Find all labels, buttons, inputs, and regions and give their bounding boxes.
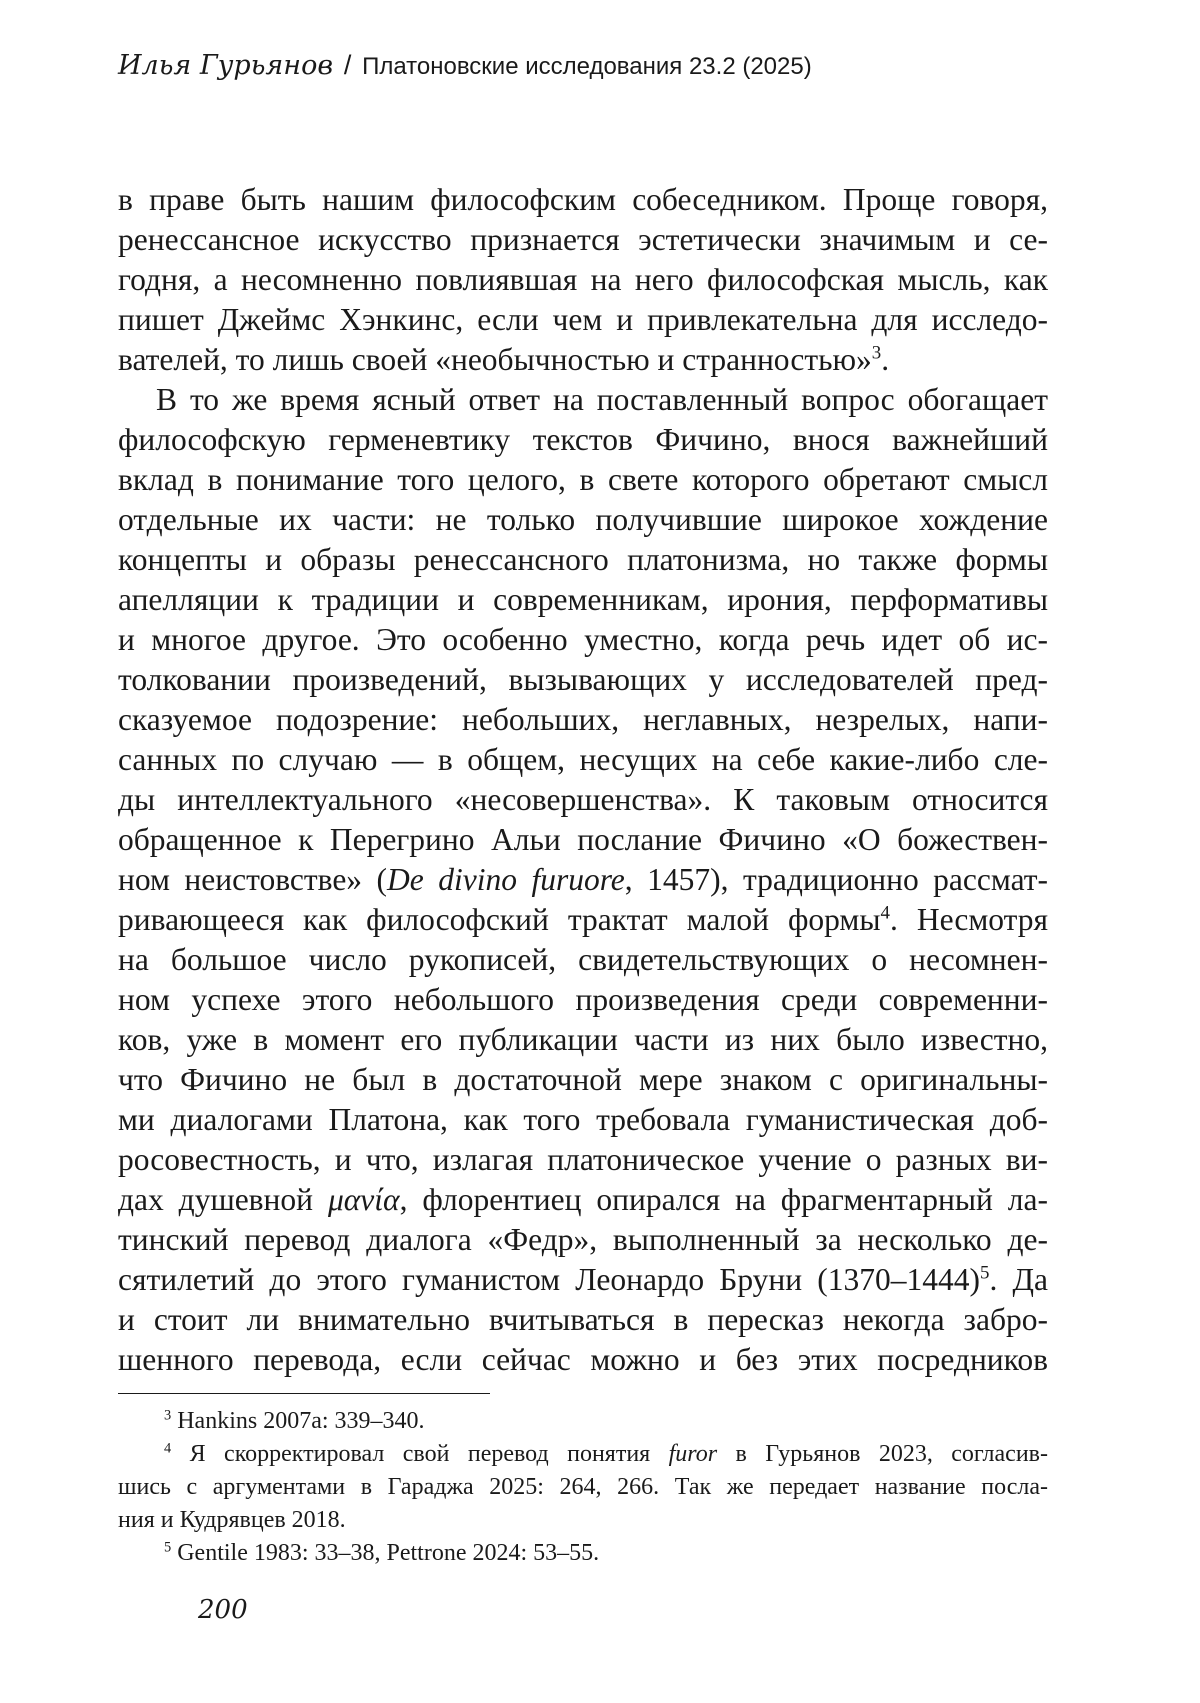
text-fragment: ривающееся как философский трактат малой формы (118, 902, 881, 937)
text-line: в праве быть нашим философским собеседником. Проще говоря, (118, 182, 1048, 217)
text-fragment: , 1457), традиционно рассмат- (624, 862, 1048, 897)
text-line: ды интеллектуального «несовершенства». К таковым относится (118, 782, 1048, 817)
text-line: на большое число рукописей, свидетельствующих о несомнен- (118, 942, 1048, 977)
text-line: толковании произведений, вызывающих у исследователей пред- (118, 662, 1048, 697)
running-head (118, 50, 812, 81)
text-line: философскую герменевтику текстов Фичино, внося важнейший (118, 422, 1048, 457)
footnotes (118, 1405, 1048, 1570)
text-line: тинский перевод диалога «Федр», выполненный за несколько де- (118, 1222, 1048, 1257)
text-line: и стоит ли внимательно вчитываться в пересказ некогда забро- (118, 1302, 1048, 1337)
footnote-rule (118, 1393, 490, 1394)
text-line (118, 340, 1048, 380)
footnote-line (118, 1438, 1048, 1471)
text-line (118, 1260, 1048, 1300)
text-line: обращенное к Перегрино Альи послание Фичино «О божествен- (118, 822, 1048, 857)
text-fragment: , флорентиец опирался на фрагментарный ла- (399, 1182, 1048, 1217)
text-line: пишет Джеймс Хэнкинс, если чем и привлекательна для исследо- (118, 302, 1048, 337)
latin-term: furor (668, 1441, 718, 1467)
greek-term: μανία (327, 1182, 400, 1217)
text-line: сказуемое подозрение: небольших, неглавных, незрелых, напи- (118, 702, 1048, 737)
text-line (118, 900, 1048, 940)
footnote-ref-4[interactable]: 4 (880, 902, 890, 924)
footnote-line (118, 1405, 1048, 1438)
text-line: отдельные их части: не только получившие широкое хождение (118, 502, 1048, 537)
text-line: ном успехе этого небольшого произведения среди современни- (118, 982, 1048, 1017)
text-line: что Фичино не был в достаточной мере знаком с оригинальны- (118, 1062, 1048, 1097)
work-title: De divino furuore (387, 862, 625, 897)
text-line: В то же время ясный ответ на поставленный вопрос обогащает (156, 382, 1048, 417)
footnote-3 (118, 1405, 1048, 1438)
text-line (118, 860, 1048, 900)
text-fragment: вателей, то лишь своей «необычностью и странностью» (118, 342, 872, 377)
footnote-line: шись с аргументами в Гараджа 2025: 264, 266. Так же передает название посла- (118, 1474, 1048, 1500)
text-fragment: . (881, 342, 890, 377)
footnote-text: Hankins 2007a: 339–340. (171, 1408, 425, 1434)
footnote-4 (118, 1438, 1048, 1537)
text-line: годня, а несомненно повлиявшая на него философская мысль, как (118, 262, 1048, 297)
text-line: апелляции к традиции и современникам, ирония, перформативы (118, 582, 1048, 617)
text-fragment: дах душевной (118, 1182, 328, 1217)
text-line: и многое другое. Это особенно уместно, когда речь идет об ис- (118, 622, 1048, 657)
text-line: ренессансное искусство признается эстетически значимым и се- (118, 222, 1048, 257)
footnote-number: 4 (164, 1440, 172, 1457)
paragraph-2 (118, 380, 1048, 1380)
footnote-text: Gentile 1983: 33–38, Pettrone 2024: 53–55. (171, 1540, 600, 1566)
footnote-line: ния и Кудрявцев 2018. (118, 1507, 346, 1533)
running-head-journal: Платоновские исследования 23.2 (2025) (362, 53, 812, 80)
text-line: концепты и образы ренессансного платонизма, но также формы (118, 542, 1048, 577)
text-line: ми диалогами Платона, как того требовала гуманистическая доб- (118, 1102, 1048, 1137)
text-line: санных по случаю — в общем, несущих на себе какие-либо сле- (118, 742, 1048, 777)
footnote-ref-5[interactable]: 5 (980, 1262, 990, 1284)
main-text (118, 180, 1048, 1380)
page-number: 200 (198, 1595, 248, 1625)
footnote-text: в Гурьянов 2023, согласив- (717, 1441, 1048, 1467)
text-line: вклад в понимание того целого, в свете которого обретают смысл (118, 462, 1048, 497)
text-fragment: . Несмотря (889, 902, 1048, 937)
footnote-ref-3[interactable]: 3 (871, 342, 882, 364)
text-fragment: ном неистовстве» ( (118, 862, 388, 897)
text-line: росовестность, и что, излагая платоническое учение о разных ви- (118, 1142, 1048, 1177)
footnote-number: 5 (164, 1539, 172, 1556)
running-head-separator: / (343, 50, 352, 80)
paragraph-1 (118, 180, 1048, 380)
text-fragment: сятилетий до этого гуманистом Леонардо Бруни (1370–1444) (118, 1262, 981, 1297)
footnote-5 (118, 1537, 1048, 1570)
footnote-line (118, 1537, 1048, 1570)
text-line: шенного перевода, если сейчас можно и без этих посредников (118, 1342, 1048, 1377)
running-head-author: Илья Гурьянов (118, 50, 334, 81)
footnote-text: Я скорректировал свой перевод понятия (171, 1441, 669, 1467)
text-line (118, 1180, 1048, 1220)
footnote-number: 3 (164, 1407, 172, 1424)
text-fragment: . Да (989, 1262, 1049, 1297)
text-line: ков, уже в момент его публикации части из них было известно, (118, 1022, 1048, 1057)
